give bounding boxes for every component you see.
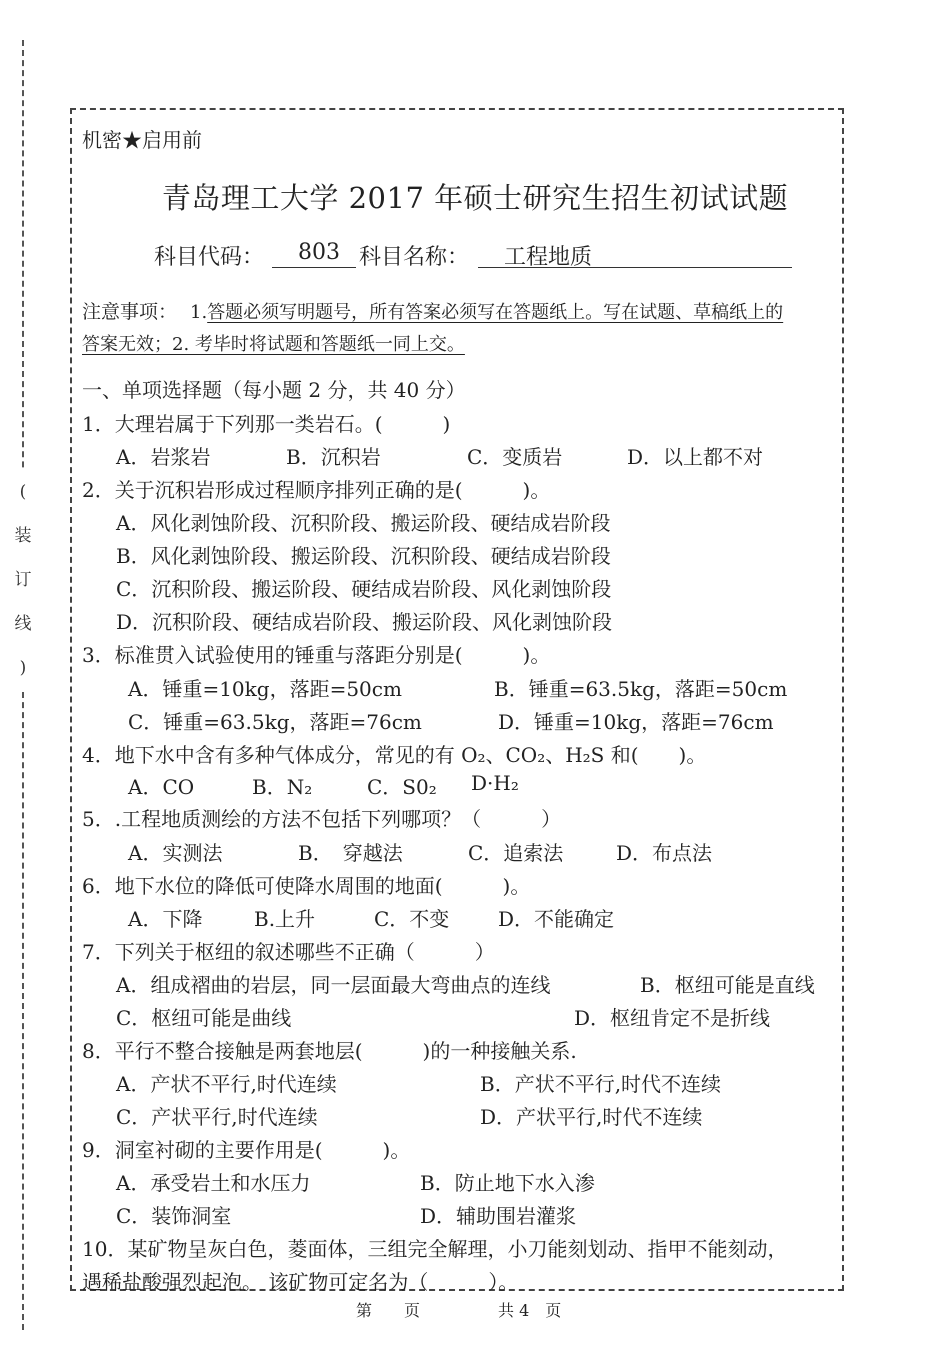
subject-name-label: 科目名称：: [359, 245, 470, 270]
q9-option-c: C．装饰洞室: [116, 1204, 232, 1228]
notice-text-2: 答案无效；2. 考毕时将试题和答题纸一同上交。: [82, 334, 465, 355]
q1-option-a: A．岩浆岩: [116, 445, 211, 469]
question-4: 4．地下水中含有多种气体成分，常见的有 O₂、CO₂、H₂S 和( )。: [82, 743, 707, 767]
subject-code: 803: [298, 240, 340, 265]
binding-label: ( 装 订 线 ): [12, 470, 34, 690]
q6-option-a: A．下降: [128, 907, 203, 931]
q7-option-b: B．枢纽可能是直线: [640, 973, 815, 997]
q2-option-d: D．沉积阶段、硬结成岩阶段、搬运阶段、风化剥蚀阶段: [116, 610, 613, 634]
footer-page: 第 页: [356, 1301, 421, 1320]
q5-option-a: A．实测法: [128, 841, 223, 865]
subject-line: [154, 240, 854, 272]
q9-option-b: B．防止地下水入渗: [420, 1171, 595, 1195]
q1-option-b: B．沉积岩: [286, 445, 381, 469]
q4-option-b: B．N₂: [252, 775, 313, 799]
subject-name-underline: [478, 267, 792, 268]
q9-option-d: D．辅助围岩灌浆: [420, 1204, 577, 1228]
q8-option-a: A．产状不平行,时代连续: [116, 1072, 337, 1096]
q7-option-a: A．组成褶曲的岩层，同一层面最大弯曲点的连线: [116, 973, 551, 997]
notice-line-1: [190, 298, 783, 324]
subject-code-underline: [272, 267, 356, 268]
q8-option-b: B．产状不平行,时代不连续: [480, 1072, 722, 1096]
q5-option-b: B． 穿越法: [298, 841, 403, 865]
q2-option-b: B．风化剥蚀阶段、搬运阶段、沉积阶段、硬结成岩阶段: [116, 544, 611, 568]
q4-option-c: C．S0₂: [367, 775, 437, 799]
page-title: 青岛理工大学 2017 年硕士研究生招生初试试题: [161, 181, 789, 215]
q5-option-d: D．布点法: [616, 841, 713, 865]
question-10-cont: 遇稀盐酸强烈起泡。 该矿物可定名为（ ）。: [82, 1270, 519, 1294]
secret-label: 机密★启用前: [82, 128, 202, 152]
q3-option-d: D．锤重=10kg，落距=76cm: [498, 710, 774, 734]
q2-option-a: A．风化剥蚀阶段、沉积阶段、搬运阶段、硬结成岩阶段: [116, 511, 611, 535]
q2-option-c: C．沉积阶段、搬运阶段、硬结成岩阶段、风化剥蚀阶段: [116, 577, 612, 601]
question-7: 7．下列关于枢纽的叙述哪些不正确（ ）: [82, 940, 495, 964]
q3-option-c: C．锤重=63.5kg，落距=76cm: [128, 710, 422, 734]
question-9: 9．洞室衬砌的主要作用是( )。: [82, 1138, 411, 1162]
question-3: 3．标准贯入试验使用的锤重与落距分别是( )。: [82, 643, 551, 667]
question-10: 10．某矿物呈灰白色，菱面体，三组完全解理，小刀能刻划动、指甲不能刻动，: [82, 1237, 788, 1261]
subject-code-label: 科目代码：: [154, 245, 265, 270]
section-title: 一、单项选择题（每小题 2 分，共 40 分）: [82, 378, 466, 402]
q8-option-d: D．产状平行,时代不连续: [480, 1105, 703, 1129]
q6-option-d: D．不能确定: [498, 907, 615, 931]
q4-option-d: D·H₂: [471, 771, 519, 795]
question-1: 1．大理岩属于下列那一类岩石。( ): [82, 412, 451, 436]
q3-option-a: A．锤重=10kg，落距=50cm: [128, 677, 402, 701]
question-2: 2．关于沉积岩形成过程顺序排列正确的是( )。: [82, 478, 551, 502]
subject-name: 工程地质: [504, 245, 593, 270]
q1-option-c: C．变质岩: [467, 445, 563, 469]
q7-option-d: D．枢纽肯定不是折线: [574, 1006, 771, 1030]
notice-label: 注意事项：: [82, 301, 178, 323]
q9-option-a: A．承受岩土和水压力: [116, 1171, 311, 1195]
notice-text-1: 答题必须写明题号，所有答案必须写在答题纸上。写在试题、草稿纸上的: [207, 302, 784, 323]
notice-num: 1.: [190, 302, 208, 323]
q5-option-c: C．追索法: [468, 841, 564, 865]
q6-option-c: C．不变: [374, 907, 450, 931]
question-8: 8．平行不整合接触是两套地层( )的一种接触关系.: [82, 1039, 577, 1063]
q4-option-a: A．CO: [128, 775, 195, 799]
q1-option-d: D．以上都不对: [627, 445, 764, 469]
q3-option-b: B．锤重=63.5kg，落距=50cm: [494, 677, 788, 701]
notice-line-2: [82, 330, 465, 356]
q7-option-c: C．枢纽可能是曲线: [116, 1006, 292, 1030]
q6-option-b: B.上升: [254, 907, 316, 931]
question-6: 6．地下水位的降低可使降水周围的地面( )。: [82, 874, 531, 898]
question-5: 5．.工程地质测绘的方法不包括下列哪项？（ ）: [82, 807, 562, 831]
q8-option-c: C．产状平行,时代连续: [116, 1105, 318, 1129]
footer-total: 共 4 页: [498, 1301, 562, 1320]
